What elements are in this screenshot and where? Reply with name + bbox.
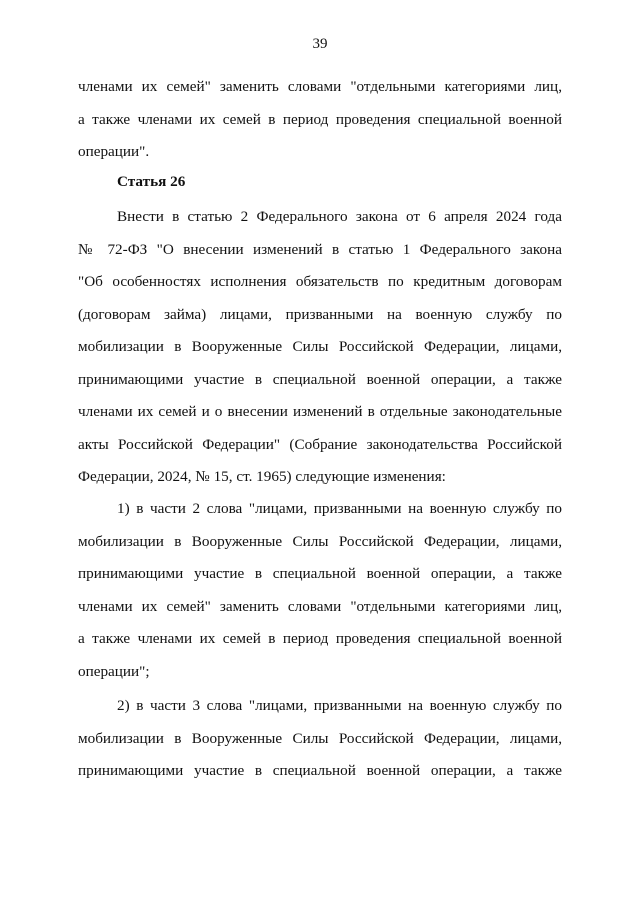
text-line: членами их семей" заменить словами "отдельными категориями лиц,	[78, 597, 562, 615]
text-line: а также членами их семей в период проведения специальной военной	[78, 110, 562, 128]
article-heading: Статья 26	[117, 173, 186, 190]
text-line: акты Российской Федерации" (Собрание законодательства Российской	[78, 435, 562, 453]
text-line: 2) в части 3 слова "лицами, призванными на военную службу по	[117, 697, 562, 714]
paragraph-continuation	[78, 71, 562, 169]
text-line: а также членами их семей в период проведения специальной военной	[78, 630, 562, 647]
text-line: 1) в части 2 слова "лицами, призванными на военную службу по	[117, 500, 562, 517]
text-line: № 72-ФЗ "О внесении изменений в статью 1 Федерального закона	[78, 240, 562, 258]
text-line: мобилизации в Вооруженные Силы Российской Федерации, лицами,	[78, 729, 562, 747]
text-line: (договорам займа) лицами, призванными на военную службу по	[78, 305, 562, 323]
text-line: операции".	[78, 143, 150, 160]
paragraph-main	[78, 201, 562, 494]
text-line: принимающими участие в специальной военной операции, а также	[78, 565, 562, 582]
text-line: операции";	[78, 662, 150, 680]
text-line: членами их семей" заменить словами "отдельными категориями лиц,	[78, 78, 562, 95]
text-line: мобилизации в Вооруженные Силы Российской Федерации, лицами,	[78, 532, 562, 550]
text-line: принимающими участие в специальной военной операции, а также	[78, 370, 562, 388]
list-item-2	[78, 690, 562, 788]
text-line: мобилизации в Вооруженные Силы Российской Федерации, лицами,	[78, 338, 562, 355]
text-line: членами их семей и о внесении изменений в отдельные законодательные	[78, 403, 562, 420]
text-line: Федерации, 2024, № 15, ст. 1965) следующие изменения:	[78, 468, 446, 485]
text-line: "Об особенностях исполнения обязательств по кредитным договорам	[78, 273, 562, 290]
page-number: 39	[312, 36, 328, 52]
text-line: принимающими участие в специальной военной операции, а также	[78, 762, 562, 779]
text-line: Внести в статью 2 Федерального закона от 6 апреля 2024 года	[117, 208, 562, 225]
list-item-1	[78, 493, 562, 688]
